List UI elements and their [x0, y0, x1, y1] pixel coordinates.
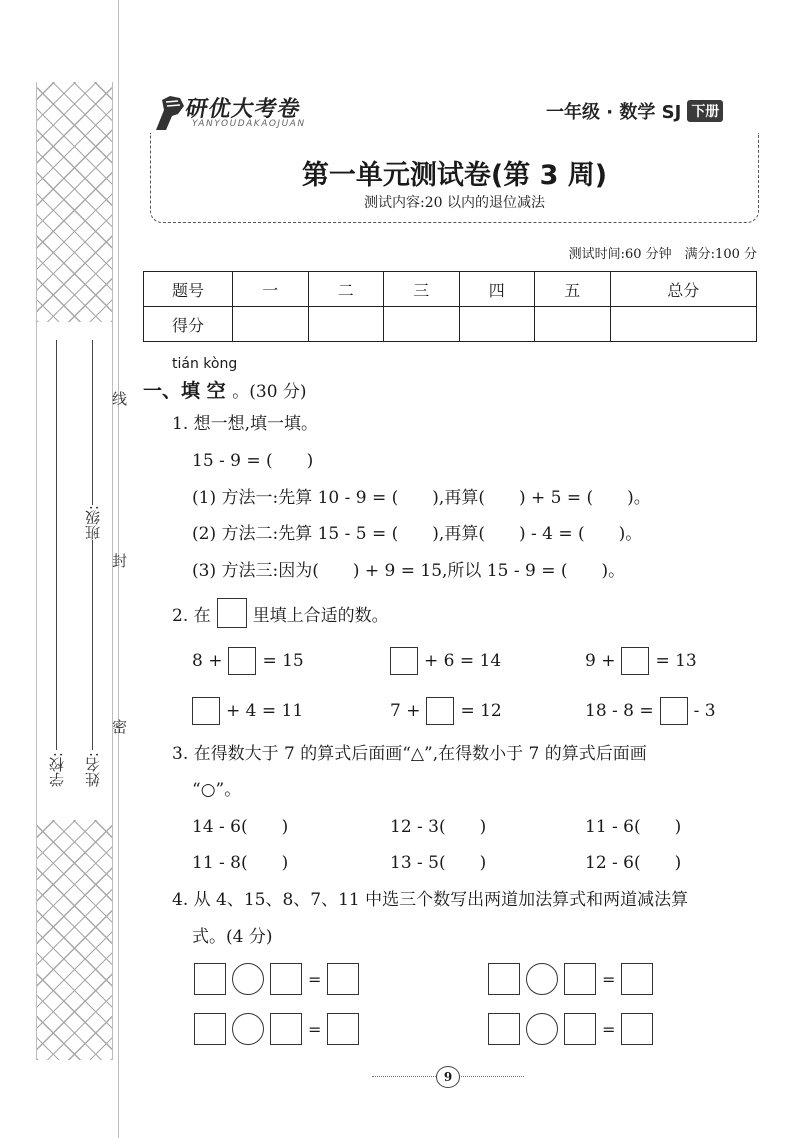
q1-title: 1. 想一想,填一填。: [172, 414, 319, 434]
q2-title-a: 2. 在: [172, 605, 211, 626]
q2-equation: [192, 647, 304, 675]
equation-text: = 13: [655, 651, 697, 671]
answer-box[interactable]: [564, 1013, 596, 1045]
answer-box: [217, 598, 247, 628]
score-cell[interactable]: [308, 307, 384, 342]
q1-method-1: (1) 方法一:先算 10 - 9 = ( ),再算( ) + 5 = ( )。: [192, 488, 651, 508]
volume-badge: 下册: [687, 100, 723, 122]
school-label: 学校:: [48, 752, 66, 788]
q2-equation: [585, 697, 716, 725]
q2-title: [172, 598, 389, 628]
answer-box[interactable]: [228, 647, 256, 675]
brand-logo: [150, 92, 322, 132]
seal-seal-char: 封: [112, 552, 128, 570]
q4-equation-row: [488, 963, 653, 995]
answer-box[interactable]: [194, 963, 226, 995]
answer-box[interactable]: [327, 1013, 359, 1045]
seal-line-char: 线: [112, 390, 128, 408]
score-header-cell: 总分: [610, 272, 757, 307]
q3-item[interactable]: 13 - 5( ): [390, 853, 487, 873]
q3-item[interactable]: 12 - 3( ): [390, 817, 487, 837]
score-header-cell: 三: [384, 272, 460, 307]
score-cell[interactable]: [384, 307, 460, 342]
equals-sign: =: [602, 1019, 616, 1039]
equation-text: 9 +: [585, 651, 616, 671]
score-header-cell: 五: [535, 272, 611, 307]
answer-box[interactable]: [488, 1013, 520, 1045]
answer-box[interactable]: [390, 647, 418, 675]
equals-sign: =: [308, 1019, 322, 1039]
operator-circle[interactable]: [526, 963, 558, 995]
equation-text: 7 +: [390, 701, 421, 721]
equation-text: - 3: [693, 701, 716, 721]
score-header-cell: 题号: [144, 272, 233, 307]
q4-equation-row: [488, 1013, 653, 1045]
score-cell[interactable]: [233, 307, 309, 342]
score-cell[interactable]: [535, 307, 611, 342]
q4-equation-row: [194, 963, 359, 995]
q1-method-2: (2) 方法二:先算 15 - 5 = ( ),再算( ) - 4 = ( )。: [192, 524, 643, 544]
q1-expression: 15 - 9 = ( ): [192, 451, 314, 471]
answer-box[interactable]: [564, 963, 596, 995]
score-value-row: [144, 307, 757, 342]
operator-circle[interactable]: [232, 963, 264, 995]
equals-sign: =: [308, 969, 322, 989]
answer-box[interactable]: [270, 963, 302, 995]
section-title: [143, 376, 307, 403]
answer-box[interactable]: [192, 697, 220, 725]
test-meta: 测试时间:60 分钟 满分:100 分: [568, 247, 757, 262]
q3-item[interactable]: 12 - 6( ): [585, 853, 682, 873]
section-title-text: 一、填 空: [143, 380, 226, 402]
q4-equation-row: [194, 1013, 359, 1045]
logo-text: 研优大考卷: [183, 97, 303, 122]
score-header-cell: 二: [308, 272, 384, 307]
equation-text: 18 - 8 =: [585, 701, 654, 721]
q4-title-cont: 式。(4 分): [192, 927, 273, 947]
name-class-line: [92, 340, 93, 750]
score-row-label: 得分: [144, 307, 233, 342]
score-cell[interactable]: [610, 307, 757, 342]
school-line: [56, 340, 57, 750]
q2-equation: [192, 697, 303, 725]
grade-text: 一年级 · 数学 SJ: [546, 102, 682, 123]
q2-equation: [390, 697, 502, 725]
score-header-cell: 一: [233, 272, 309, 307]
answer-box[interactable]: [621, 1013, 653, 1045]
answer-box[interactable]: [426, 697, 454, 725]
q3-title: 3. 在得数大于 7 的算式后面画“△”,在得数小于 7 的算式后面画: [172, 744, 647, 764]
score-cell[interactable]: [459, 307, 535, 342]
equation-text: = 15: [262, 651, 304, 671]
score-table: [143, 271, 757, 342]
operator-circle[interactable]: [526, 1013, 558, 1045]
equation-text: + 4 = 11: [226, 701, 304, 721]
fist-icon: [150, 92, 190, 132]
section-points: 。(30 分): [232, 382, 307, 402]
answer-box[interactable]: [621, 963, 653, 995]
class-label: 班级:: [84, 505, 102, 541]
answer-box[interactable]: [621, 647, 649, 675]
answer-box[interactable]: [270, 1013, 302, 1045]
section-pinyin: tián kòng: [172, 356, 238, 372]
q1-method-3: (3) 方法三:因为( ) + 9 = 15,所以 15 - 9 = ( )。: [192, 561, 626, 581]
q2-title-b: 里填上合适的数。: [252, 605, 389, 626]
page-number-text: 9: [436, 1066, 460, 1088]
operator-circle[interactable]: [232, 1013, 264, 1045]
score-header-row: [144, 272, 757, 307]
page-title: 第一单元测试卷(第 3 周): [301, 160, 608, 191]
binding-hatch-bottom: [36, 820, 113, 1060]
binding-strip: [36, 322, 113, 820]
equation-text: = 12: [460, 701, 502, 721]
answer-box[interactable]: [194, 1013, 226, 1045]
q3-item[interactable]: 11 - 6( ): [585, 817, 682, 837]
seal-secret-char: 密: [112, 718, 128, 736]
test-content: 测试内容:20 以内的退位减法: [364, 195, 545, 211]
equation-text: + 6 = 14: [424, 651, 502, 671]
q3-item[interactable]: 11 - 8( ): [192, 853, 289, 873]
answer-box[interactable]: [327, 963, 359, 995]
q4-title: 4. 从 4、15、8、7、11 中选三个数写出两道加法算式和两道减法算: [172, 890, 689, 910]
equals-sign: =: [602, 969, 616, 989]
q2-equation: [585, 647, 697, 675]
answer-box[interactable]: [660, 697, 688, 725]
answer-box[interactable]: [488, 963, 520, 995]
title-box: [150, 133, 759, 223]
binding-hatch-top: [36, 82, 113, 322]
q3-item[interactable]: 14 - 6( ): [192, 817, 289, 837]
logo-subtext: YANYOUDAKAOJUAN: [192, 119, 306, 129]
page-number: [372, 1066, 524, 1086]
score-header-cell: 四: [459, 272, 535, 307]
q2-equation: [390, 647, 501, 675]
grade-label: [546, 98, 723, 124]
q3-title-cont: “○”。: [192, 780, 242, 800]
name-label: 姓名:: [84, 752, 102, 788]
equation-text: 8 +: [192, 651, 223, 671]
